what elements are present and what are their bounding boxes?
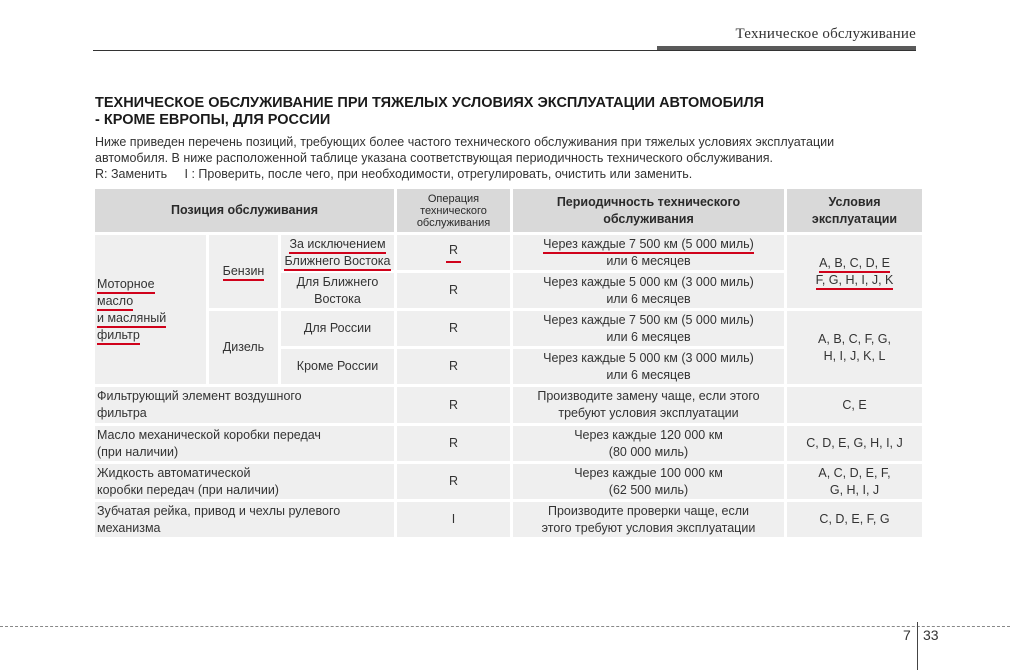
table-row xyxy=(94,425,924,463)
chapter-number: 7 xyxy=(903,627,911,643)
footer-rule xyxy=(0,626,1010,627)
oil-label-line-3: и масляный xyxy=(97,311,166,328)
header-operation xyxy=(396,188,512,234)
page-number-divider xyxy=(917,622,918,670)
operation-cell: R xyxy=(396,272,512,310)
oil-label-line-1: Моторное xyxy=(97,277,155,294)
operation-cell: R xyxy=(396,386,512,425)
operation-cell: R xyxy=(396,348,512,386)
header-rule xyxy=(93,50,916,51)
item-cell: Фильтрующий элемент воздушного фильтра xyxy=(94,386,396,425)
maintenance-table xyxy=(92,186,925,540)
section-title-line-2: - КРОМЕ ЕВРОПЫ, ДЛЯ РОССИИ xyxy=(95,112,331,128)
item-cell: Жидкость автоматической коробки передач (при наличии) xyxy=(94,463,396,501)
interval-cell: Через каждые 5 000 км (3 000 миль) или 6 месяцев xyxy=(512,348,786,386)
region-cell: Для Ближнего Востока xyxy=(280,272,396,310)
oil-label-line-2: масло xyxy=(97,294,133,311)
petrol-conditions-line-1: A, B, C, D, E xyxy=(819,256,890,273)
oil-label-line-4: фильтр xyxy=(97,328,140,345)
conditions-cell: C, E xyxy=(786,386,924,425)
operation-cell: R xyxy=(396,234,512,272)
region-line-2: Ближнего Востока xyxy=(284,254,390,271)
petrol-label: Бензин xyxy=(208,234,280,310)
table-row xyxy=(94,310,924,348)
table-row xyxy=(94,463,924,501)
interval-cell: Производите замену чаще, если этого требуют условия эксплуатации xyxy=(512,386,786,425)
running-header: Техническое обслуживание xyxy=(735,26,916,42)
header-operation-line-1: Операция xyxy=(427,192,480,205)
region-cell: Для России xyxy=(280,310,396,348)
diesel-conditions: A, B, C, F, G, H, I, J, K, L xyxy=(786,310,924,386)
interval-cell: Через каждые 5 000 км (3 000 миль) или 6 месяцев xyxy=(512,272,786,310)
conditions-cell: A, C, D, E, F, G, H, I, J xyxy=(786,463,924,501)
section-title xyxy=(95,95,915,129)
petrol-conditions xyxy=(786,234,924,310)
interval-cell: Через каждые 120 000 км (80 000 миль) xyxy=(512,425,786,463)
item-cell: Зубчатая рейка, привод и чехлы рулевого механизма xyxy=(94,501,396,539)
operation-cell: R xyxy=(396,310,512,348)
header-item: Позиция обслуживания xyxy=(94,188,396,234)
legend: R: Заменить I : Проверить, после чего, при необходимости, отрегулировать, очистить или заменить. xyxy=(95,167,693,181)
petrol-conditions-line-2: F, G, H, I, J, K xyxy=(816,273,894,290)
page-number: 33 xyxy=(923,627,939,643)
interval-line-2: или 6 месяцев xyxy=(606,253,691,268)
header-conditions-line-2: эксплуатации xyxy=(811,211,898,226)
header-conditions xyxy=(786,188,924,234)
interval-cell: Через каждые 100 000 км (62 500 миль) xyxy=(512,463,786,501)
header-interval-line-1: Периодичность технического xyxy=(556,194,741,209)
region-line-1: За исключением xyxy=(289,237,385,254)
operation-cell: R xyxy=(396,463,512,501)
region-cell: Кроме России xyxy=(280,348,396,386)
header-operation-line-2: технического xyxy=(420,204,487,217)
section-title-line-1: ТЕХНИЧЕСКОЕ ОБСЛУЖИВАНИЕ ПРИ ТЯЖЕЛЫХ УСЛОВИЯХ ЭКСПЛУАТАЦИИ АВТОМОБИЛЯ xyxy=(95,95,765,111)
table-header-row xyxy=(94,188,924,234)
operation-cell: I xyxy=(396,501,512,539)
table-row xyxy=(94,501,924,539)
interval-cell: Через каждые 7 500 км (5 000 миль) или 6 месяцев xyxy=(512,310,786,348)
header-interval-line-2: обслуживания xyxy=(603,211,694,226)
header-interval xyxy=(512,188,786,234)
oil-label xyxy=(94,234,208,386)
interval-cell xyxy=(512,234,786,272)
header-conditions-line-1: Условия xyxy=(828,194,881,209)
intro-paragraph xyxy=(95,134,925,166)
interval-cell: Производите проверки чаще, если этого требуют условия эксплуатации xyxy=(512,501,786,539)
interval-line-1: Через каждые 7 500 км (5 000 миль) xyxy=(543,237,754,254)
conditions-cell: C, D, E, G, H, I, J xyxy=(786,425,924,463)
header-operation-line-3: обслуживания xyxy=(416,216,491,229)
conditions-cell: C, D, E, F, G xyxy=(786,501,924,539)
table-row xyxy=(94,234,924,272)
diesel-label: Дизель xyxy=(208,310,280,386)
intro-line-1: Ниже приведен перечень позиций, требующих более частого технического обслуживания при тяжелых условиях эксплуатации xyxy=(95,135,835,149)
intro-line-2: автомобиля. В ниже расположенной таблице указана соответствующая периодичность технического обслуживания. xyxy=(95,151,774,165)
operation-cell: R xyxy=(396,425,512,463)
region-cell xyxy=(280,234,396,272)
item-cell: Масло механической коробки передач (при наличии) xyxy=(94,425,396,463)
table-row xyxy=(94,386,924,425)
